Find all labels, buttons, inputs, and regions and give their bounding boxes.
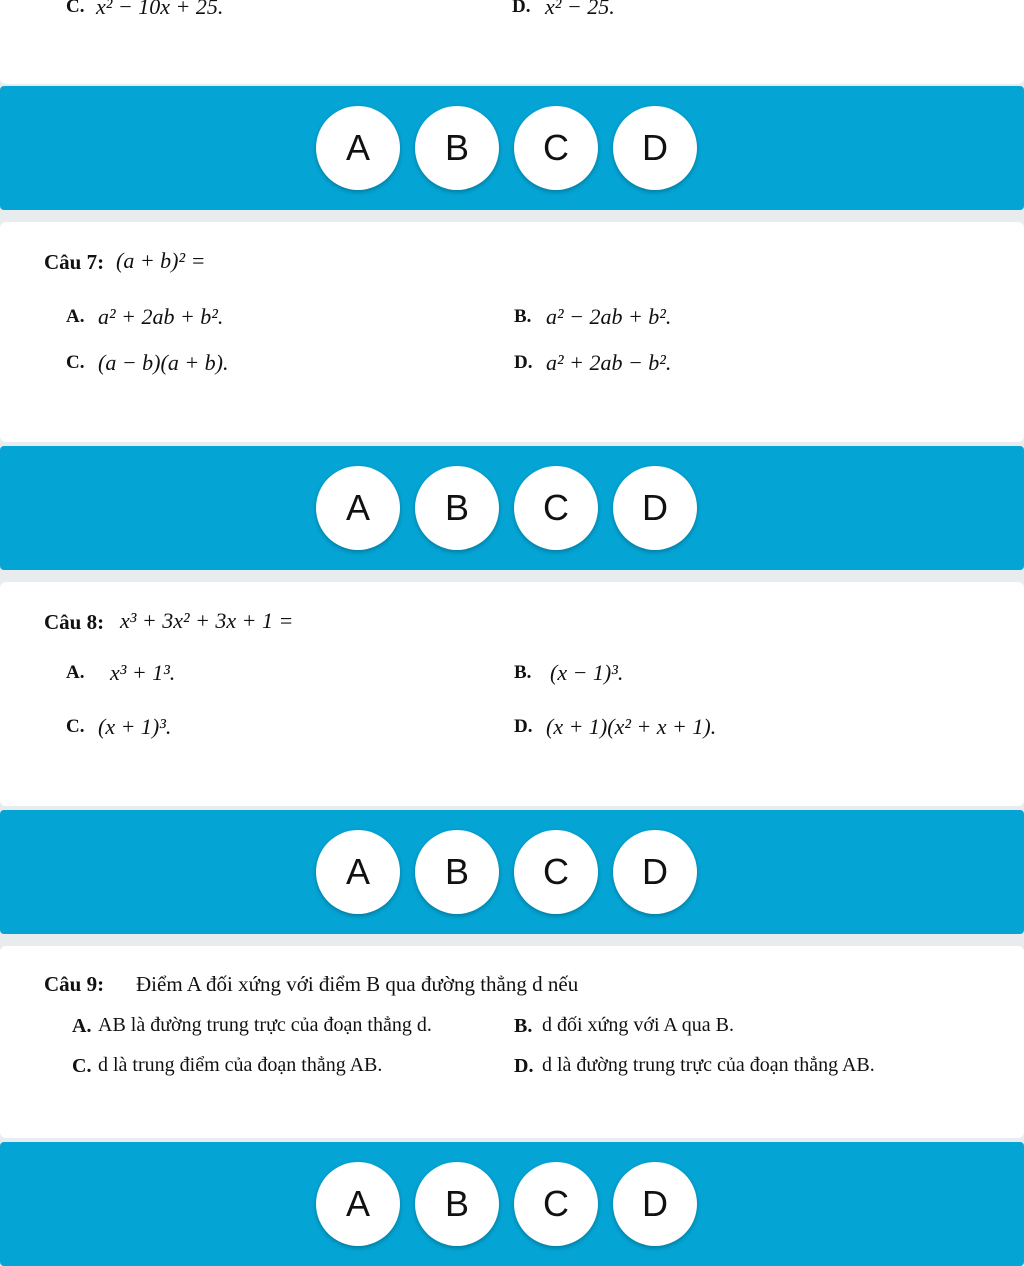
answer-button-d[interactable]: D — [613, 1162, 697, 1246]
option-b-text: d đối xứng với A qua B. — [542, 1014, 734, 1036]
option-a-letter: A. — [66, 306, 85, 327]
answer-button-c[interactable]: C — [514, 106, 598, 190]
question-card-previous — [0, 0, 1024, 84]
option-b-text: a² − 2ab + b². — [546, 304, 672, 329]
option-a-letter: A. — [66, 662, 85, 683]
answer-bar-previous — [0, 86, 1024, 210]
answer-button-c[interactable]: C — [514, 1162, 598, 1246]
answer-button-b[interactable]: B — [415, 106, 499, 190]
option-d-text: x² − 25. — [545, 0, 615, 19]
question-card-9 — [0, 946, 1024, 1138]
answer-button-b[interactable]: B — [415, 830, 499, 914]
option-b-letter: B. — [514, 1015, 533, 1037]
option-d-letter: D. — [514, 716, 533, 737]
answer-button-d[interactable]: D — [613, 106, 697, 190]
question-label: Câu 8: — [44, 610, 105, 634]
answer-bar-9 — [0, 1142, 1024, 1266]
answer-button-c[interactable]: C — [514, 466, 598, 550]
answer-button-d[interactable]: D — [613, 466, 697, 550]
answer-button-d[interactable]: D — [613, 830, 697, 914]
option-c-letter: C. — [72, 1055, 92, 1077]
answer-button-a[interactable]: A — [316, 1162, 400, 1246]
option-a-letter: A. — [72, 1015, 92, 1037]
answer-button-c[interactable]: C — [514, 830, 598, 914]
option-c-letter: C. — [66, 352, 85, 373]
option-d-text: a² + 2ab − b². — [546, 350, 672, 375]
option-d-letter: D. — [514, 1055, 534, 1077]
option-c-text: d là trung điểm của đoạn thẳng AB. — [98, 1054, 383, 1076]
option-c-text: (a − b)(a + b). — [98, 350, 229, 375]
question-expression: (a + b)² = — [116, 248, 206, 273]
answer-button-a[interactable]: A — [316, 106, 400, 190]
question-card-8 — [0, 582, 1024, 806]
option-c-text: (x + 1)³. — [98, 714, 172, 739]
option-b-text: (x − 1)³. — [550, 660, 624, 685]
answer-button-a[interactable]: A — [316, 466, 400, 550]
answer-button-a[interactable]: A — [316, 830, 400, 914]
option-a-text: a² + 2ab + b². — [98, 304, 224, 329]
option-b-letter: B. — [514, 662, 532, 683]
answer-button-b[interactable]: B — [415, 1162, 499, 1246]
question-text: Điểm A đối xứng với điểm B qua đường thẳng d nếu — [136, 972, 579, 996]
question-label: Câu 7: — [44, 250, 105, 274]
option-a-text: AB là đường trung trực của đoạn thẳng d. — [98, 1014, 432, 1036]
option-a-text: x³ + 1³. — [110, 660, 176, 685]
option-d-letter: D. — [514, 352, 533, 373]
option-b-letter: B. — [514, 306, 532, 327]
question-label: Câu 9: — [44, 972, 105, 996]
answer-button-b[interactable]: B — [415, 466, 499, 550]
answer-bar-7 — [0, 446, 1024, 570]
answer-bar-8 — [0, 810, 1024, 934]
option-c-letter: C. — [66, 0, 85, 17]
option-d-text: d là đường trung trực của đoạn thẳng AB. — [542, 1054, 875, 1076]
question-expression: x³ + 3x² + 3x + 1 = — [120, 608, 294, 633]
option-c-letter: C. — [66, 716, 85, 737]
question-card-7 — [0, 222, 1024, 442]
option-d-letter: D. — [512, 0, 531, 17]
option-d-text: (x + 1)(x² + x + 1). — [546, 714, 717, 739]
option-c-text: x² − 10x + 25. — [96, 0, 224, 19]
